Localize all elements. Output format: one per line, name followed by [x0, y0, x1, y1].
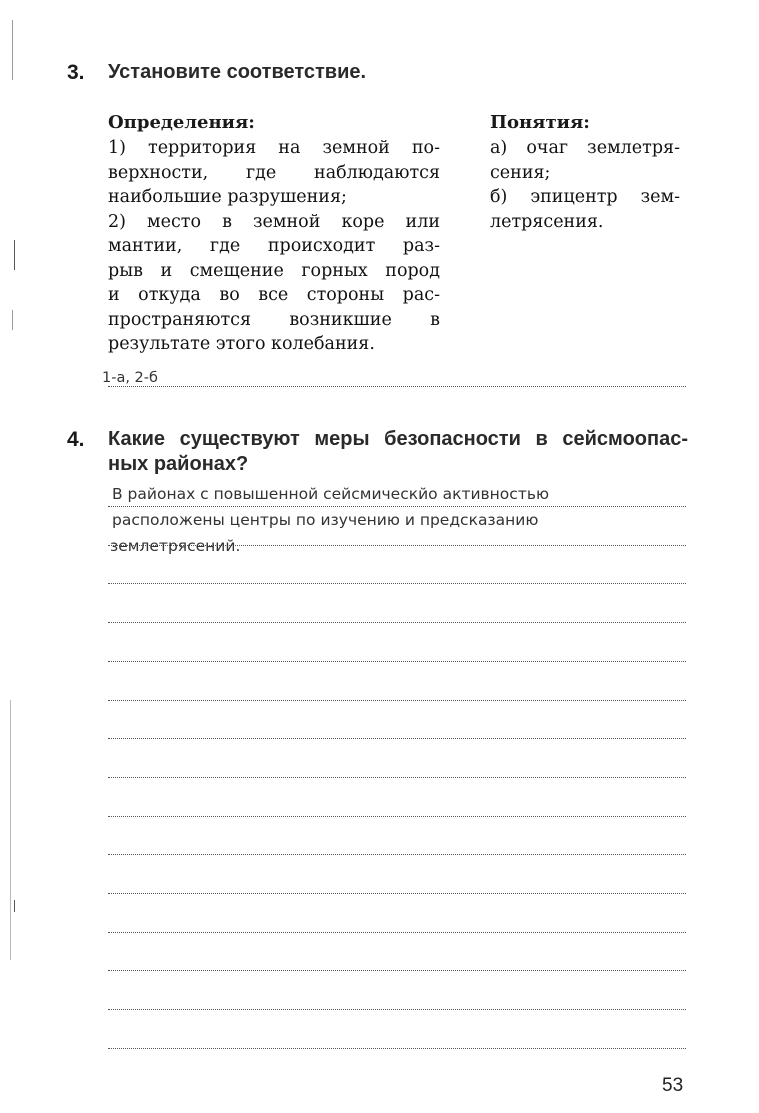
task3-title: Установите соответствие. — [108, 61, 367, 83]
definition-line: верхности, где наблюдаются — [108, 162, 440, 183]
task4-question — [108, 427, 688, 477]
definition-line: рыв и смещение горных пород — [108, 260, 440, 281]
definition-line: 2) место в земной коре или — [108, 211, 440, 232]
answer-line — [108, 583, 686, 584]
definitions-list — [108, 136, 440, 357]
question-line: ных районах? — [108, 453, 249, 475]
concept-line: летрясения. — [490, 211, 604, 232]
page-number: 53 — [662, 1075, 684, 1096]
answer-line — [108, 816, 686, 817]
task4-number: 4. — [67, 428, 85, 451]
answer-line — [108, 661, 686, 662]
task4-answer-line: В районах с повышенной сейсмическйо активностью — [112, 485, 550, 503]
definition-line: результате этого колебания. — [108, 334, 375, 354]
definition-line: наибольшие разрушения; — [108, 187, 347, 207]
definition-line: и откуда во все стороны рас- — [108, 285, 440, 305]
definition-line: пространяются возникшие в — [108, 309, 440, 330]
answer-line — [108, 1009, 686, 1010]
answer-line — [108, 700, 686, 701]
answer-line — [108, 1048, 686, 1049]
answer-line — [108, 970, 686, 971]
answer-line — [108, 777, 686, 778]
concept-line: б) эпицентр зем- — [490, 187, 680, 207]
answer-line — [108, 932, 686, 933]
answer-line — [108, 506, 686, 507]
answer-line — [108, 738, 686, 739]
task4-answer-line: землетрясений. — [110, 537, 241, 555]
task3-number: 3. — [67, 61, 85, 84]
definition-line: 1) территория на земной по- — [108, 138, 440, 158]
scan-edge-marks — [0, 0, 22, 1113]
question-line: Какие существуют меры безопасности в сейсмоопас- — [108, 428, 688, 450]
answer-line — [108, 622, 686, 623]
concepts-list — [490, 136, 680, 234]
concepts-header: Понятия: — [490, 112, 590, 133]
answer-line — [108, 893, 686, 894]
concept-line: сения; — [490, 162, 551, 183]
task4-answer-line: расположены центры по изучению и предсказанию — [112, 511, 539, 529]
answer-line — [108, 386, 686, 387]
task3-answer: 1-а, 2-б — [102, 370, 158, 386]
concept-line: а) очаг землетря- — [490, 138, 680, 158]
definition-line: мантии, где происходит раз- — [108, 236, 440, 256]
definitions-header: Определения: — [108, 112, 255, 133]
answer-line — [108, 854, 686, 855]
